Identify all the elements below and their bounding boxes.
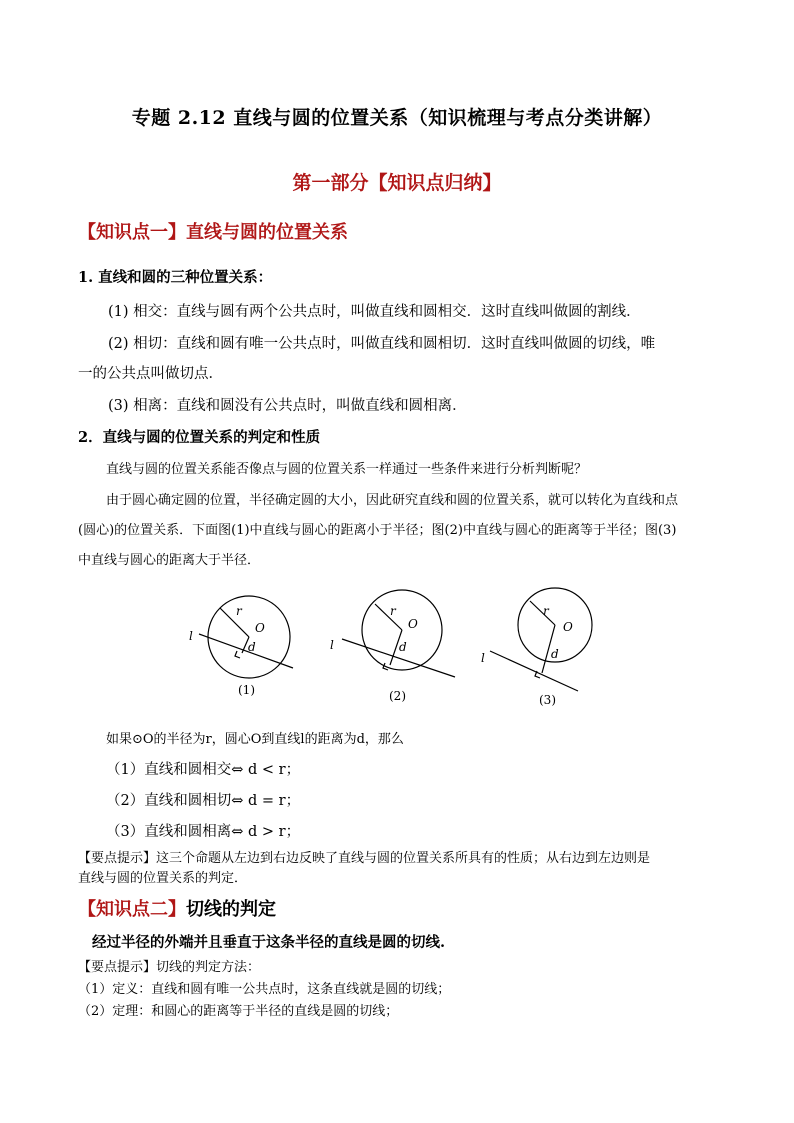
- fig1-label-r: r: [236, 604, 242, 618]
- tangent-method-theorem: （2）定理：和圆心的距离等于半径的直线是圆的切线；: [78, 1004, 399, 1019]
- fig1-line-l: [199, 634, 293, 668]
- item-tangent-line2: 一的公共点叫做切点．: [78, 366, 223, 382]
- fig1-label-d: d: [248, 640, 256, 654]
- fig2-radius: [375, 604, 402, 630]
- fig3-label-o: O: [563, 620, 573, 634]
- item-separate: (3) 相离：直线和圆没有公共点时，叫做直线和圆相离．: [108, 398, 467, 414]
- knowledge-point-two-heading: [78, 895, 276, 921]
- fig2-label-d: d: [399, 640, 407, 654]
- fig1-label-o: O: [255, 621, 265, 635]
- condition-tangent: （2）直线和圆相切⇔ d = r；: [106, 793, 301, 809]
- section2-para-line2: (圆心)的位置关系．下面图(1)中直线与圆心的距离小于半径；图(2)中直线与圆心的距离等于半径；图(3): [78, 523, 677, 538]
- tip-line1: 【要点提示】这三个命题从左边到右边反映了直线与圆的位置关系所具有的性质；从右边到左边则是: [78, 851, 651, 866]
- condition-intro: 如果⊙O的半径为r，圆心O到直线l的距离为d，那么: [106, 732, 404, 747]
- fig2-label-r: r: [390, 604, 396, 618]
- knowledge-point-one-heading: [78, 218, 348, 244]
- section2-para-line3: 中直线与圆心的距离大于半径．: [78, 553, 261, 568]
- item-intersect: (1) 相交：直线与圆有两个公共点时，叫做直线和圆相交．这时直线叫做圆的割线．: [108, 304, 641, 320]
- part-one-heading: 第一部分【知识点归纳】: [292, 172, 502, 194]
- fig3-label-l: l: [481, 651, 485, 665]
- fig3-label-d: d: [551, 647, 559, 661]
- kp1-title: 直线与圆的位置关系: [186, 222, 348, 243]
- tip-line2: 直线与圆的位置关系的判定．: [78, 871, 248, 886]
- circle-line-figures: [160, 575, 620, 715]
- fig3-label-r: r: [543, 604, 549, 618]
- fig1-label-l: l: [189, 629, 193, 643]
- kp2-title: 切线的判定: [186, 899, 276, 920]
- condition-intersect: （1）直线和圆相交⇔ d < r；: [106, 762, 301, 778]
- fig3-line-l: [490, 651, 578, 691]
- fig1-right-angle: [235, 651, 240, 658]
- fig2-label-o: O: [408, 617, 418, 631]
- tangent-tip-heading: 【要点提示】切线的判定方法：: [78, 960, 261, 975]
- item-tangent-line1: (2) 相切：直线和圆有唯一公共点时，叫做直线和圆相切．这时直线叫做圆的切线，唯: [108, 336, 656, 352]
- document-title: 专题 2.12 直线与圆的位置关系（知识梳理与考点分类讲解）: [131, 107, 663, 129]
- section2-question: 直线与圆的位置关系能否像点与圆的位置关系一样通过一些条件来进行分析判断呢？: [106, 462, 588, 477]
- kp1-bracket: 【知识点一】: [78, 222, 186, 243]
- fig3-caption: (3): [539, 693, 556, 707]
- tangent-theorem-statement: 经过半径的外端并且垂直于这条半径的直线是圆的切线.: [92, 934, 446, 951]
- section2-para-line1: 由于圆心确定圆的位置，半径确定圆的大小，因此研究直线和圆的位置关系，就可以转化为直线和点: [106, 493, 679, 508]
- kp2-bracket: 【知识点二】: [78, 899, 186, 920]
- fig2-label-l: l: [330, 638, 334, 652]
- section2-heading: 2．直线与圆的位置关系的判定和性质: [78, 429, 321, 446]
- fig1-caption: (1): [238, 683, 255, 697]
- condition-separate: （3）直线和圆相离⇔ d > r；: [106, 824, 301, 840]
- tangent-method-definition: （1）定义：直线和圆有唯一公共点时，这条直线就是圆的切线；: [78, 982, 451, 997]
- fig2-caption: (2): [389, 689, 406, 703]
- section1-heading: 1. 直线和圆的三种位置关系：: [78, 269, 273, 286]
- fig1-radius: [220, 608, 249, 637]
